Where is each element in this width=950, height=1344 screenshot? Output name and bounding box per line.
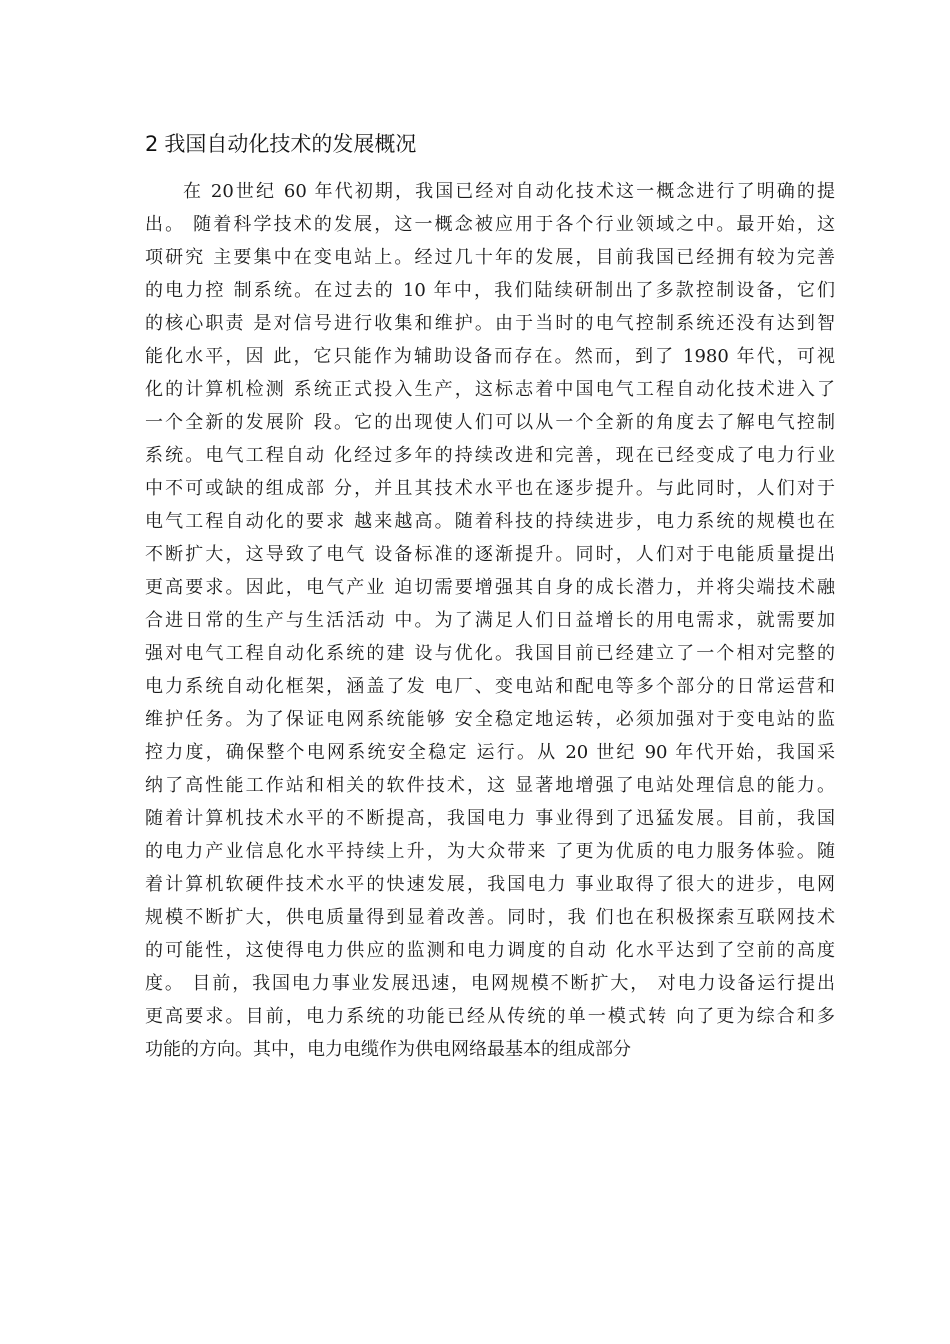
- paragraph-line: 纳了高性能工作站和相关的软件技术，这 显著地增强了电站处理信息的能力。: [145, 775, 835, 796]
- section-title: 我国自动化技术的发展概况: [164, 132, 417, 156]
- section-number: 2: [145, 132, 159, 156]
- paragraph-line: 随着计算机技术水平的不断提高，我国电力 事业得到了迅猛发展。目前，我国: [145, 808, 835, 829]
- paragraph-line: 的核心职责 是对信号进行收集和维护。由于当时的电气控制系统还没有达到智: [145, 313, 835, 334]
- paragraph-line: 更高要求。目前，电力系统的功能已经从传统的单一模式转 向了更为综合和多: [145, 1006, 835, 1027]
- paragraph-line: 更高要求。因此，电气产业 迫切需要增强其自身的成长潜力，并将尖端技术融: [145, 577, 835, 598]
- paragraph-line: 出。 随着科学技术的发展，这一概念被应用于各个行业领域之中。最开始，这: [145, 214, 835, 235]
- paragraph-line: 项研究 主要集中在变电站上。经过几十年的发展，目前我国已经拥有较为完善: [145, 247, 835, 268]
- paragraph-line: 度。 目前，我国电力事业发展迅速，电网规模不断扩大， 对电力设备运行提出: [145, 973, 835, 994]
- paragraph-line: 在 20世纪 60 年代初期，我国已经对自动化技术这一概念进行了明确的提: [183, 181, 835, 202]
- paragraph-line: 的可能性，这使得电力供应的监测和电力调度的自动 化水平达到了空前的高度: [145, 940, 835, 961]
- paragraph-line: 控力度，确保整个电网系统安全稳定 运行。从 20 世纪 90 年代开始，我国采: [145, 742, 835, 763]
- paragraph-line: 功能的方向。其中，电力电缆作为供电网络最基本的组成部分: [145, 1039, 631, 1060]
- paragraph-line: 中不可或缺的组成部 分，并且其技术水平也在逐步提升。与此同时，人们对于: [145, 478, 835, 499]
- section-heading: [145, 128, 416, 160]
- paragraph-line: 维护任务。为了保证电网系统能够 安全稳定地运转，必须加强对于变电站的监: [145, 709, 835, 730]
- paragraph-line: 能化水平，因 此，它只能作为辅助设备而存在。然而，到了 1980 年代，可视: [145, 346, 835, 367]
- paragraph-line: 合进日常的生产与生活活动 中。为了满足人们日益增长的用电需求，就需要加: [145, 610, 835, 631]
- paragraph-line: 电气工程自动化的要求 越来越高。随着科技的持续进步，电力系统的规模也在: [145, 511, 835, 532]
- paragraph-line: 一个全新的发展阶 段。它的出现使人们可以从一个全新的角度去了解电气控制: [145, 412, 835, 433]
- paragraph-line: 不断扩大，这导致了电气 设备标准的逐渐提升。同时，人们对于电能质量提出: [145, 544, 835, 565]
- paragraph-line: 的电力产业信息化水平持续上升，为大众带来 了更为优质的电力服务体验。随: [145, 841, 835, 862]
- paragraph-line: 的电力控 制系统。在过去的 10 年中，我们陆续研制出了多款控制设备，它们: [145, 280, 835, 301]
- paragraph-line: 电力系统自动化框架，涵盖了发 电厂、变电站和配电等多个部分的日常运营和: [145, 676, 835, 697]
- paragraph-line: 规模不断扩大，供电质量得到显着改善。同时，我 们也在积极探索互联网技术: [145, 907, 835, 928]
- paragraph-line: 系统。电气工程自动 化经过多年的持续改进和完善，现在已经变成了电力行业: [145, 445, 835, 466]
- body-paragraph: [145, 175, 835, 1066]
- paragraph-line: 化的计算机检测 系统正式投入生产，这标志着中国电气工程自动化技术进入了: [145, 379, 835, 400]
- paragraph-line: 着计算机软硬件技术水平的快速发展，我国电力 事业取得了很大的进步，电网: [145, 874, 835, 895]
- paragraph-line: 强对电气工程自动化系统的建 设与优化。我国目前已经建立了一个相对完整的: [145, 643, 835, 664]
